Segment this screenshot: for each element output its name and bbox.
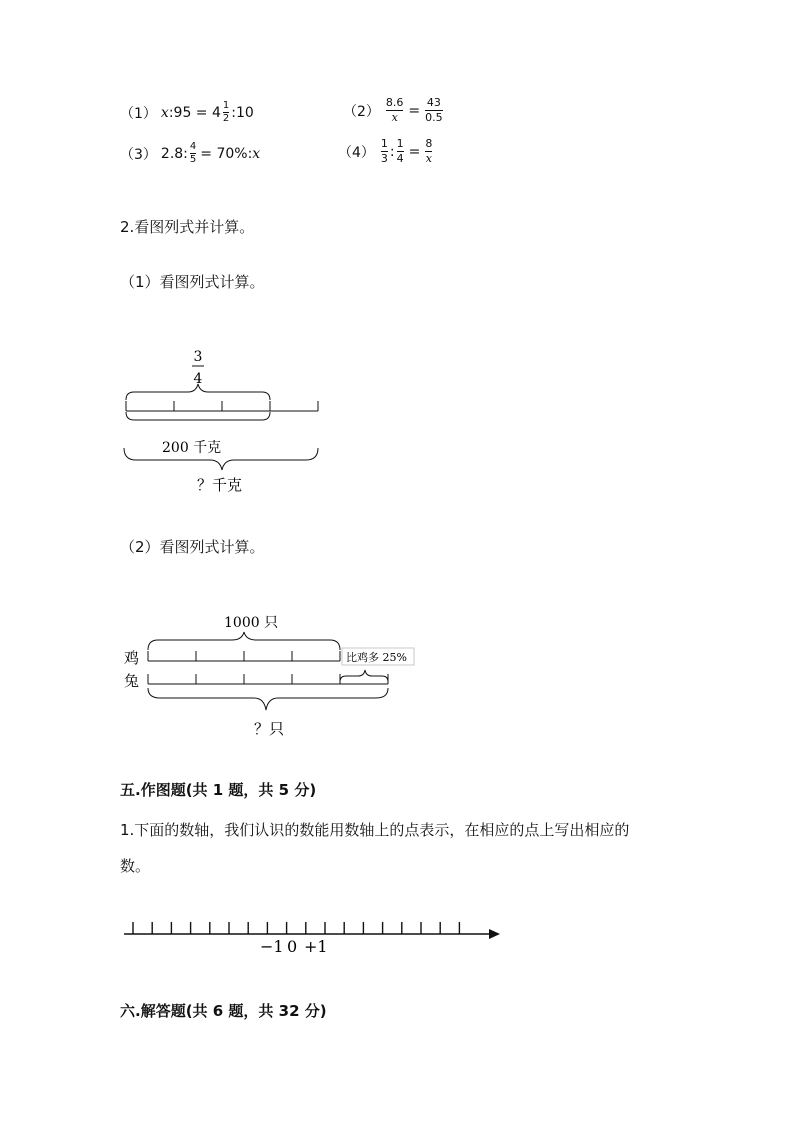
part-label: 200 千克 bbox=[162, 440, 222, 456]
fraction-numerator: 3 bbox=[193, 349, 203, 365]
diagram-2 bbox=[124, 615, 414, 738]
equation-number: （4） bbox=[338, 144, 375, 161]
denominator: 4 bbox=[396, 152, 404, 165]
variable: x bbox=[252, 145, 261, 162]
number-line bbox=[124, 922, 500, 956]
label-0: 0 bbox=[287, 937, 298, 956]
denominator: 3 bbox=[380, 152, 388, 165]
label-neg1: −1 bbox=[260, 937, 284, 956]
fraction-denominator: 4 bbox=[193, 371, 203, 387]
question-text-line2: 数。 bbox=[120, 857, 151, 875]
equation-text: :95 = 4 bbox=[168, 104, 221, 121]
row-label-chicken: 鸡 bbox=[124, 649, 140, 667]
equation-number: （1） bbox=[120, 105, 157, 122]
extra-brace bbox=[340, 670, 388, 682]
numerator: 4 bbox=[189, 141, 197, 152]
total-label: ？只 bbox=[254, 720, 285, 738]
extra-label: 比鸡多 25% bbox=[346, 651, 407, 664]
section-heading: 六.解答题(共 6 题，共 32 分) bbox=[120, 1002, 327, 1020]
equation-number: （2） bbox=[343, 103, 380, 120]
total-label: ？千克 bbox=[197, 476, 243, 494]
row-label-rabbit: 兔 bbox=[124, 672, 140, 690]
equation-number: （3） bbox=[120, 146, 157, 163]
variable: x bbox=[160, 104, 169, 121]
sub-question-2: （2）看图列式计算。 bbox=[120, 538, 265, 556]
question-text-line1: 1.下面的数轴，我们认识的数能用数轴上的点表示，在相应的点上写出相应的 bbox=[120, 821, 630, 839]
numerator: 43 bbox=[426, 96, 441, 109]
top-label: 1000 只 bbox=[224, 615, 279, 631]
denominator: 5 bbox=[189, 154, 197, 165]
denominator: x bbox=[391, 111, 398, 124]
numerator: 8.6 bbox=[385, 96, 404, 109]
arrow-head-icon bbox=[489, 929, 500, 939]
equation-text: = 70%: bbox=[200, 145, 253, 162]
numerator: 8 bbox=[425, 137, 433, 150]
equals-sign: = bbox=[408, 143, 421, 160]
numerator: 1 bbox=[222, 100, 230, 111]
numerator: 1 bbox=[396, 137, 404, 150]
label-pos1: +1 bbox=[304, 937, 328, 956]
top-brace bbox=[148, 632, 340, 650]
part-brace bbox=[126, 412, 270, 420]
equation-text: :10 bbox=[231, 104, 254, 121]
denominator: 0.5 bbox=[425, 111, 443, 124]
denominator: x bbox=[425, 152, 432, 165]
equation-text: 2.8: bbox=[160, 145, 188, 162]
denominator: 2 bbox=[222, 113, 230, 124]
section-heading: 五.作图题(共 1 题，共 5 分) bbox=[120, 781, 317, 799]
numerator: 1 bbox=[380, 137, 388, 150]
sub-question-1: （1）看图列式计算。 bbox=[120, 273, 265, 291]
total-brace bbox=[148, 688, 388, 710]
diagram-1 bbox=[124, 349, 318, 494]
question-title: 2.看图列式并计算。 bbox=[120, 218, 255, 236]
colon: : bbox=[389, 143, 395, 160]
equals-sign: = bbox=[408, 102, 421, 119]
